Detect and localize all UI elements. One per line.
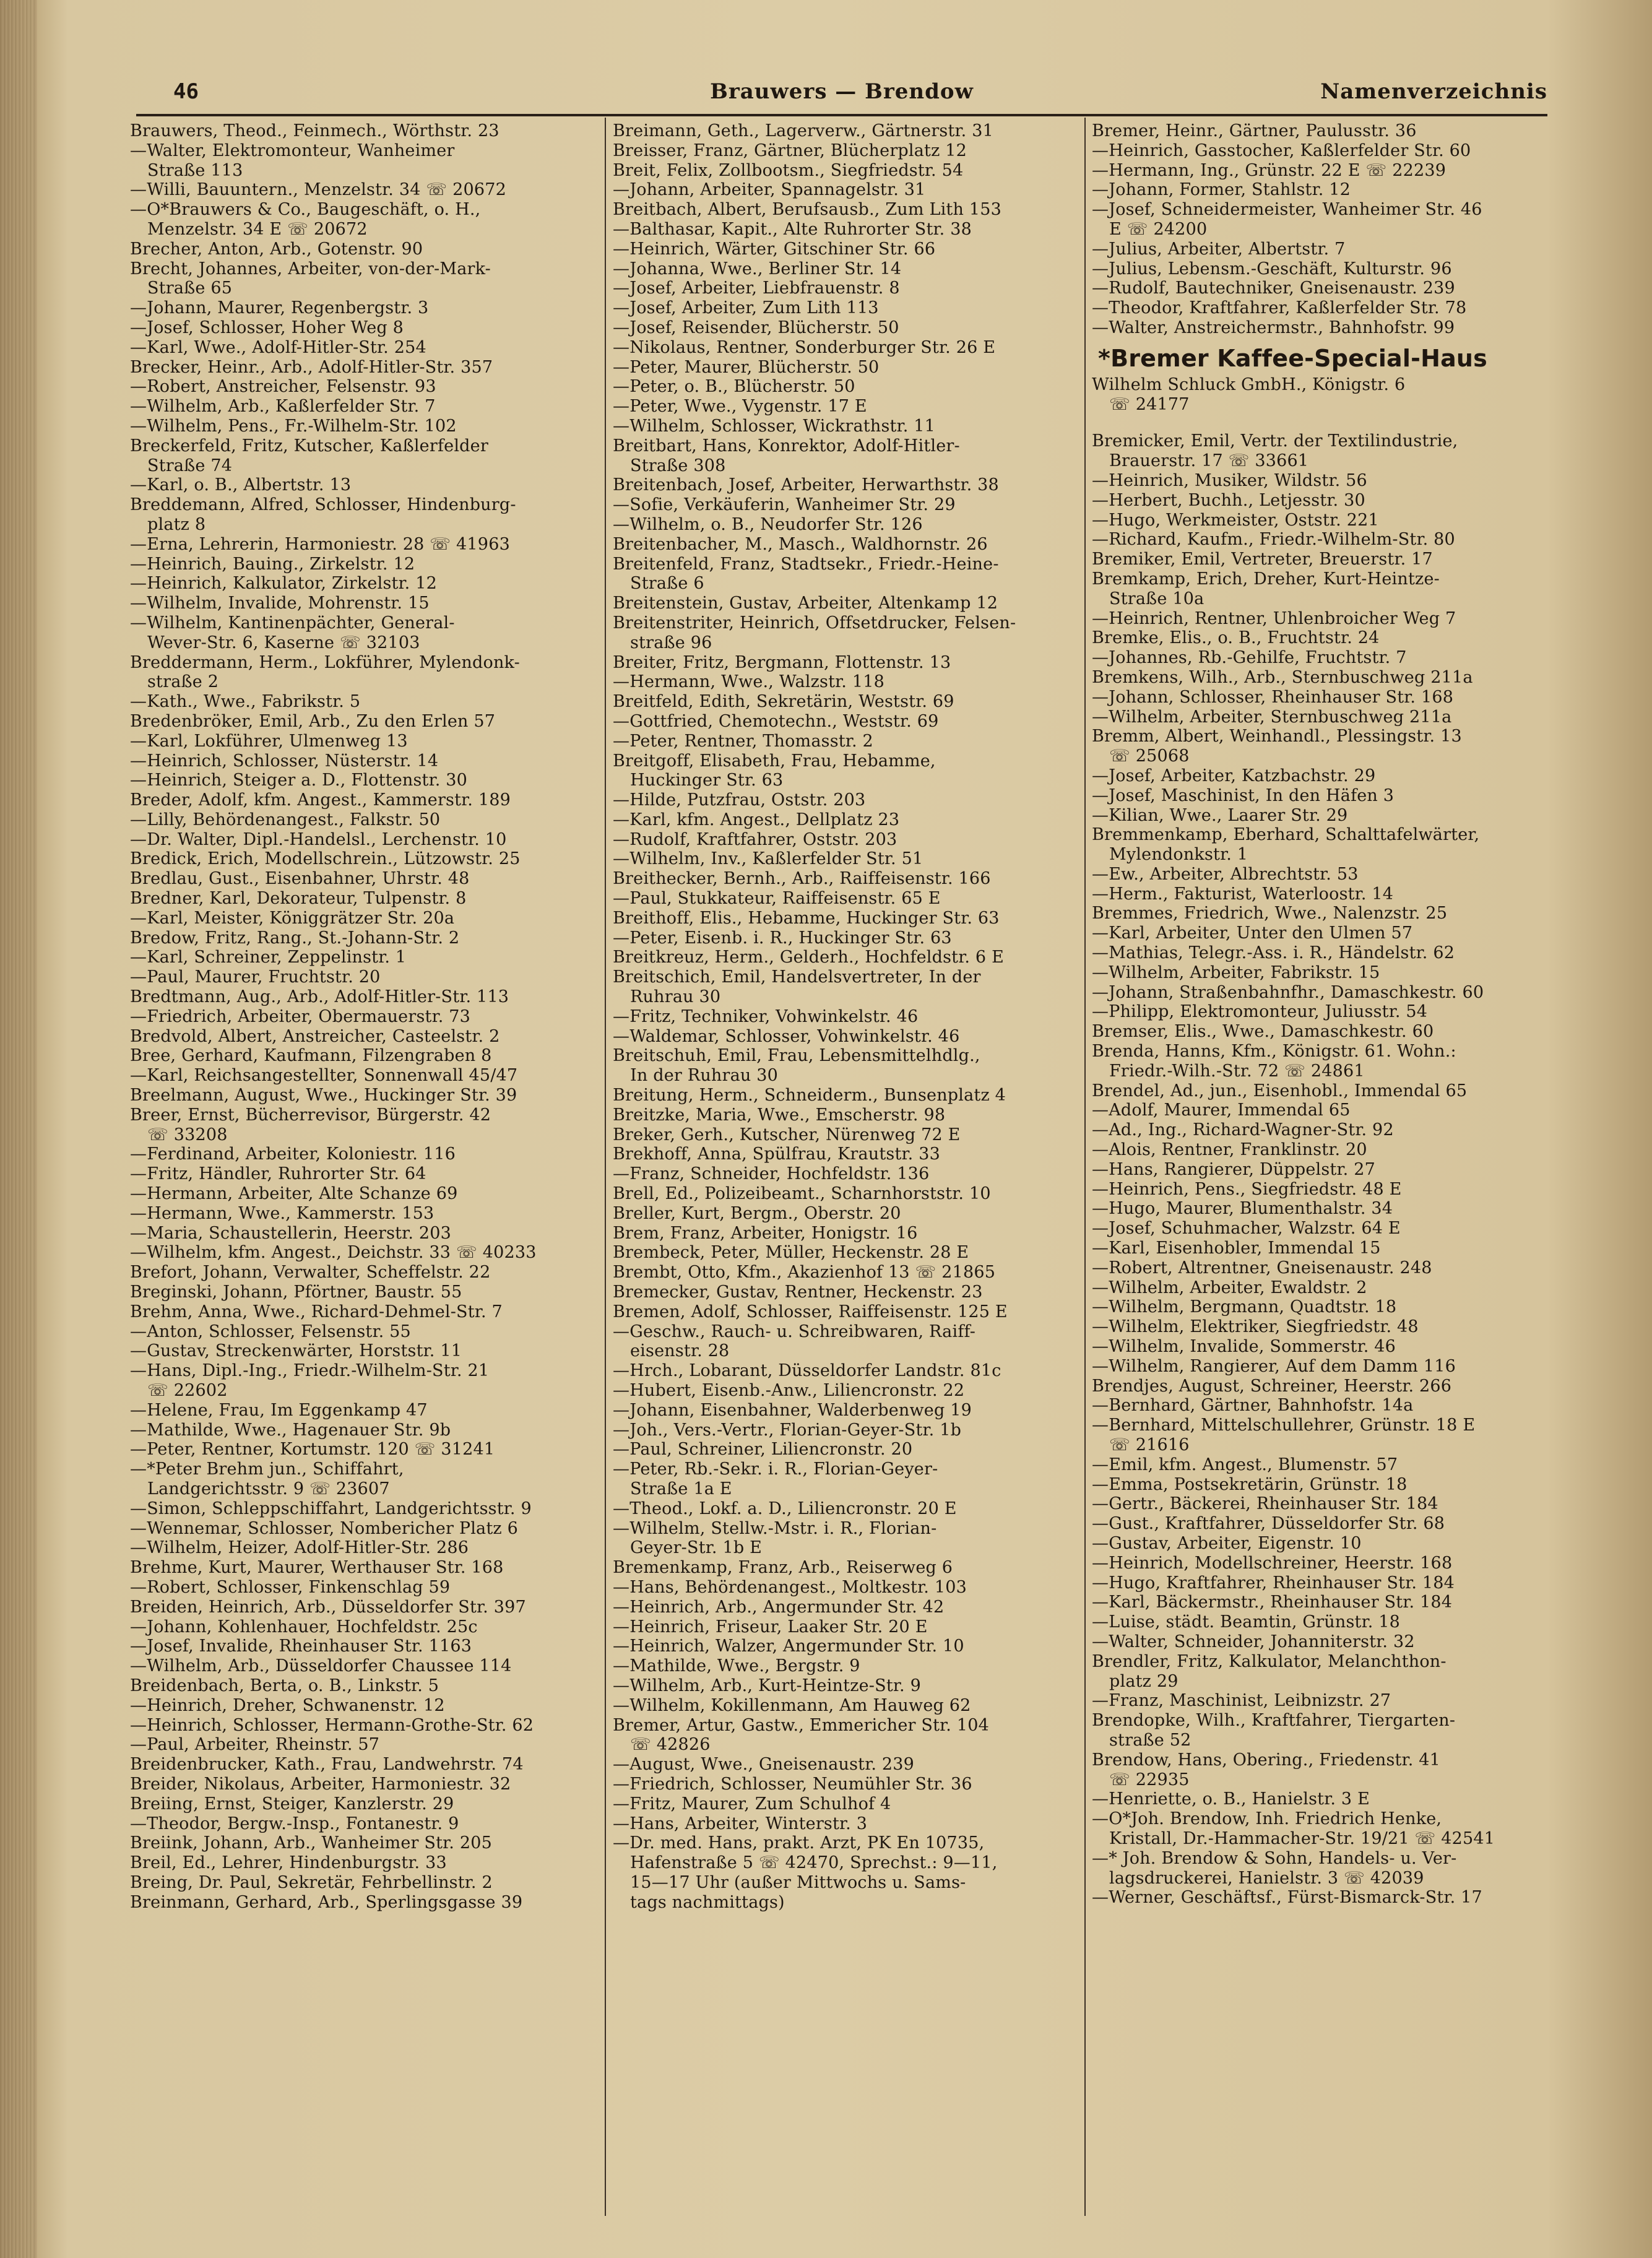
directory-entry-continuation: Straße 1a E — [630, 1479, 732, 1499]
directory-entry: —Kath., Wwe., Fabrikstr. 5 — [130, 692, 361, 712]
directory-entry: Breiter, Fritz, Bergmann, Flottenstr. 13 — [613, 652, 951, 672]
directory-entry: —Hans, Arbeiter, Winterstr. 3 — [613, 1814, 868, 1833]
directory-entry: Bremenkamp, Franz, Arb., Reiserweg 6 — [613, 1558, 953, 1578]
directory-entry: —* Joh. Brendow & Sohn, Handels- u. Ver- — [1092, 1848, 1457, 1868]
directory-entry: Breithoff, Elis., Hebamme, Huckinger Str. 63 — [613, 908, 1000, 928]
directory-entry: Bredlau, Gust., Eisenbahner, Uhrstr. 48 — [130, 869, 470, 889]
directory-entry: —Theodor, Kraftfahrer, Kaßlerfelder Str. 78 — [1092, 298, 1467, 318]
directory-entry: —Josef, Invalide, Rheinhauser Str. 1163 — [130, 1637, 472, 1656]
directory-entry: —Karl, Reichsangestellter, Sonnenwall 45/47 — [130, 1066, 518, 1086]
directory-entry: —Hugo, Maurer, Blumenthalstr. 34 — [1092, 1199, 1393, 1219]
directory-entry: Breitenbach, Josef, Arbeiter, Herwarthstr. 38 — [613, 475, 999, 495]
directory-entry: Breidenbach, Berta, o. B., Linkstr. 5 — [130, 1676, 439, 1695]
directory-entry: —Willi, Bauuntern., Menzelstr. 34 ☏ 20672 — [130, 180, 507, 200]
directory-entry: —Heinrich, Schlosser, Nüsterstr. 14 — [130, 751, 439, 771]
directory-entry-continuation: Huckinger Str. 63 — [630, 771, 784, 790]
directory-entry-continuation: Kristall, Dr.-Hammacher-Str. 19/21 ☏ 42541 — [1109, 1828, 1495, 1848]
directory-entry: —Wilhelm, Kantinenpächter, General- — [130, 613, 455, 633]
directory-entry: —Herbert, Buchh., Letjesstr. 30 — [1092, 490, 1365, 510]
directory-entry: —Wilhelm, Bergmann, Quadtstr. 18 — [1092, 1297, 1397, 1317]
directory-entry: —Peter, Rentner, Kortumstr. 120 ☏ 31241 — [130, 1440, 495, 1460]
directory-entry: —Wilhelm, Inv., Kaßlerfelder Str. 51 — [613, 849, 923, 869]
directory-entry: —Heinrich, Rentner, Uhlenbroicher Weg 7 — [1092, 608, 1456, 628]
directory-entry: Bredenbröker, Emil, Arb., Zu den Erlen 57 — [130, 711, 496, 731]
directory-entry: —August, Wwe., Gneisenaustr. 239 — [613, 1755, 915, 1775]
directory-entry: —Heinrich, Wärter, Gitschiner Str. 66 — [613, 239, 936, 259]
directory-entry: Brendler, Fritz, Kalkulator, Melanchthon- — [1092, 1651, 1447, 1671]
directory-entry: —Wilhelm, Arb., Kaßlerfelder Str. 7 — [130, 397, 436, 417]
directory-entry: —Walter, Anstreichermstr., Bahnhofstr. 99 — [1092, 318, 1455, 337]
directory-entry-continuation: Straße 113 — [147, 160, 243, 180]
directory-entry: —Josef, Arbeiter, Katzbachstr. 29 — [1092, 766, 1376, 785]
running-title: Brauwers — Brendow — [710, 79, 974, 104]
directory-entry: —Wilhelm, Rangierer, Auf dem Damm 116 — [1092, 1356, 1456, 1376]
directory-entry: —*Peter Brehm jun., Schiffahrt, — [130, 1460, 404, 1479]
directory-entry: —Wilhelm, Kokillenmann, Am Hauweg 62 — [613, 1695, 971, 1715]
directory-entry: —Wilhelm, Arbeiter, Sternbuschweg 211a — [1092, 707, 1452, 727]
directory-entry: Breker, Gerh., Kutscher, Nürenweg 72 E — [613, 1125, 961, 1144]
directory-entry-continuation: Straße 10a — [1109, 589, 1204, 608]
directory-entry: —Heinrich, Friseur, Laaker Str. 20 E — [613, 1617, 928, 1637]
directory-entry: —Alois, Rentner, Franklinstr. 20 — [1092, 1140, 1367, 1160]
directory-entry: Breitenstriter, Heinrich, Offsetdrucker, Felsen- — [613, 613, 1016, 633]
directory-entry: —Wilhelm, Elektriker, Siegfriedstr. 48 — [1092, 1317, 1419, 1337]
directory-entry: Bredner, Karl, Dekorateur, Tulpenstr. 8 — [130, 889, 467, 909]
directory-entry: Brecher, Anton, Arb., Gotenstr. 90 — [130, 239, 423, 259]
directory-entry: —Gottfried, Chemotechn., Weststr. 69 — [613, 711, 939, 731]
directory-entry: —Karl, Bäckermstr., Rheinhauser Str. 184 — [1092, 1593, 1453, 1612]
directory-entry: Bremm, Albert, Weinhandl., Plessingstr. 13 — [1092, 727, 1462, 746]
directory-entry: Breidenbrucker, Kath., Frau, Landwehrstr. 74 — [130, 1755, 524, 1775]
directory-entry: —Franz, Maschinist, Leibnizstr. 27 — [1092, 1691, 1391, 1711]
directory-entry: —Johann, Kohlenhauer, Hochfeldstr. 25c — [130, 1617, 478, 1637]
directory-entry: —Johann, Straßenbahnfhr., Damaschkestr. 60 — [1092, 982, 1484, 1002]
directory-entry: —Luise, städt. Beamtin, Grünstr. 18 — [1092, 1612, 1401, 1632]
directory-entry: Bremer, Artur, Gastw., Emmericher Str. 104 — [613, 1715, 989, 1735]
directory-entry-continuation: Hafenstraße 5 ☏ 42470, Sprechst.: 9—11, — [630, 1853, 998, 1873]
directory-entry: —Peter, o. B., Blücherstr. 50 — [613, 377, 855, 397]
directory-entry: —Bernhard, Mittelschullehrer, Grünstr. 18 E — [1092, 1416, 1476, 1435]
directory-entry: —Heinrich, Schlosser, Hermann-Grothe-Str. 62 — [130, 1715, 534, 1735]
directory-entry: —Wilhelm, Stellw.-Mstr. i. R., Florian- — [613, 1518, 937, 1538]
directory-entry: —Johannes, Rb.-Gehilfe, Fruchtstr. 7 — [1092, 648, 1407, 668]
directory-entry: —Walter, Elektromonteur, Wanheimer — [130, 141, 455, 160]
directory-entry: Breiing, Ernst, Steiger, Kanzlerstr. 29 — [130, 1794, 454, 1814]
directory-entry: —Werner, Geschäftsf., Fürst-Bismarck-Str. 17 — [1092, 1888, 1482, 1908]
directory-entry: —Henriette, o. B., Hanielstr. 3 E — [1092, 1789, 1370, 1809]
directory-entry: —Hubert, Eisenb.-Anw., Liliencronstr. 22 — [613, 1381, 965, 1400]
directory-entry: Breitzke, Maria, Wwe., Emscherstr. 98 — [613, 1105, 946, 1125]
directory-entry-continuation: tags nachmittags) — [630, 1892, 785, 1912]
directory-entry: —Friedrich, Schlosser, Neumühler Str. 36 — [613, 1774, 972, 1794]
directory-entry: Bremmes, Friedrich, Wwe., Nalenzstr. 25 — [1092, 904, 1448, 924]
directory-entry-continuation: In der Ruhrau 30 — [630, 1066, 779, 1086]
directory-entry: —Geschw., Rauch- u. Schreibwaren, Raiff- — [613, 1321, 976, 1341]
directory-entry: —Erna, Lehrerin, Harmoniestr. 28 ☏ 41963 — [130, 534, 510, 554]
directory-entry: —Peter, Rentner, Thomasstr. 2 — [613, 731, 873, 751]
directory-entry: —Helene, Frau, Im Eggenkamp 47 — [130, 1400, 428, 1420]
directory-entry: —Peter, Wwe., Vygenstr. 17 E — [613, 397, 867, 417]
directory-entry: Bremiker, Emil, Vertreter, Breuerstr. 17 — [1092, 550, 1433, 569]
directory-entry-continuation: straße 52 — [1109, 1730, 1191, 1750]
directory-column-3 — [1092, 121, 1551, 2226]
directory-entry: Breckerfeld, Fritz, Kutscher, Kaßlerfelder — [130, 436, 488, 456]
directory-entry: —Fritz, Maurer, Zum Schulhof 4 — [613, 1794, 891, 1814]
directory-entry: —Peter, Eisenb. i. R., Huckinger Str. 63 — [613, 928, 952, 948]
directory-entry: —O*Brauwers & Co., Baugeschäft, o. H., — [130, 200, 481, 220]
directory-entry: —Heinrich, Kalkulator, Zirkelstr. 12 — [130, 574, 438, 594]
directory-entry: —Karl, Schreiner, Zeppelinstr. 1 — [130, 948, 407, 967]
directory-entry-continuation: Mylendonkstr. 1 — [1109, 845, 1248, 865]
directory-column-1 — [130, 121, 589, 2226]
directory-entry: —Philipp, Elektromonteur, Juliusstr. 54 — [1092, 1002, 1428, 1022]
directory-entry: Breitung, Herm., Schneiderm., Bunsenplatz 4 — [613, 1086, 1006, 1105]
directory-entry: —Heinrich, Dreher, Schwanenstr. 12 — [130, 1695, 445, 1715]
directory-entry: —Wilhelm, Pens., Fr.-Wilhelm-Str. 102 — [130, 416, 457, 436]
directory-entry-continuation: Friedr.-Wilh.-Str. 72 ☏ 24861 — [1109, 1061, 1365, 1081]
directory-entry: —Wilhelm, Invalide, Mohrenstr. 15 — [130, 594, 430, 613]
directory-entry-continuation: eisenstr. 28 — [630, 1341, 730, 1361]
directory-entry: Breimann, Geth., Lagerverw., Gärtnerstr. 31 — [613, 121, 993, 141]
directory-entry: —Johann, Maurer, Regenbergstr. 3 — [130, 298, 429, 318]
directory-entry: —Heinrich, Bauing., Zirkelstr. 12 — [130, 554, 415, 574]
directory-entry: Brell, Ed., Polizeibeamt., Scharnhorststr. 10 — [613, 1184, 991, 1204]
directory-entry: —Wilhelm, Invalide, Sommerstr. 46 — [1092, 1337, 1396, 1357]
advertisement-heading: *Bremer Kaffee-Special-Haus — [1098, 344, 1488, 372]
directory-entry-continuation: straße 96 — [630, 633, 712, 652]
page-binding-edge — [0, 0, 37, 2258]
directory-entry: —Rudolf, Bautechniker, Gneisenaustr. 239 — [1092, 279, 1455, 298]
directory-entry-continuation: lagsdruckerei, Hanielstr. 3 ☏ 42039 — [1109, 1868, 1424, 1888]
directory-entry: Breiink, Johann, Arb., Wanheimer Str. 205 — [130, 1833, 493, 1853]
directory-entry: Brendow, Hans, Obering., Friedenstr. 41 — [1092, 1750, 1441, 1770]
directory-entry: —Ad., Ing., Richard-Wagner-Str. 92 — [1092, 1120, 1394, 1140]
directory-entry: Brendopke, Wilh., Kraftfahrer, Tiergarten- — [1092, 1711, 1456, 1731]
directory-entry-continuation: ☏ 21616 — [1109, 1435, 1190, 1455]
directory-entry: Brehm, Anna, Wwe., Richard-Dehmel-Str. 7 — [130, 1302, 503, 1321]
directory-entry: Breit, Felix, Zollbootsm., Siegfriedstr. 54 — [613, 160, 964, 180]
directory-entry: Brecht, Johannes, Arbeiter, von-der-Mark- — [130, 259, 491, 279]
directory-entry: —Karl, Lokführer, Ulmenweg 13 — [130, 731, 408, 751]
directory-entry: —Karl, kfm. Angest., Dellplatz 23 — [613, 810, 900, 829]
directory-entry: —Johanna, Wwe., Berliner Str. 14 — [613, 259, 902, 279]
directory-entry: —Gust., Kraftfahrer, Düsseldorfer Str. 68 — [1092, 1514, 1445, 1534]
directory-entry-continuation: E ☏ 24200 — [1109, 219, 1208, 239]
directory-entry: Bremmenkamp, Eberhard, Schalttafelwärter, — [1092, 825, 1480, 845]
directory-entry: Brekhoff, Anna, Spülfrau, Krautstr. 33 — [613, 1144, 940, 1164]
directory-entry: Breil, Ed., Lehrer, Hindenburgstr. 33 — [130, 1853, 447, 1873]
directory-entry: Bredick, Erich, Modellschrein., Lützowstr. 25 — [130, 849, 521, 869]
directory-entry-continuation: Straße 308 — [630, 456, 726, 475]
directory-entry: —Wilhelm, Arb., Kurt-Heintze-Str. 9 — [613, 1676, 921, 1695]
directory-entry: —Heinrich, Modellschreiner, Heerstr. 168 — [1092, 1553, 1453, 1573]
directory-entry: Breddermann, Herm., Lokführer, Mylendonk- — [130, 652, 520, 672]
directory-entry: Breider, Nikolaus, Arbeiter, Harmoniestr. 32 — [130, 1774, 511, 1794]
directory-entry: Brem, Franz, Arbeiter, Honigstr. 16 — [613, 1223, 918, 1243]
directory-entry-continuation: Wever-Str. 6, Kaserne ☏ 32103 — [147, 633, 420, 652]
directory-entry: —Fritz, Techniker, Vohwinkelstr. 46 — [613, 1006, 919, 1026]
directory-entry: —Bernhard, Gärtner, Bahnhofstr. 14a — [1092, 1396, 1414, 1416]
directory-entry: —Paul, Stukkateur, Raiffeisenstr. 65 E — [613, 889, 941, 909]
directory-entry: Bremser, Elis., Wwe., Damaschkestr. 60 — [1092, 1022, 1434, 1042]
directory-entry: Bremke, Elis., o. B., Fruchtstr. 24 — [1092, 628, 1380, 648]
directory-entry: —Josef, Arbeiter, Liebfrauenstr. 8 — [613, 279, 900, 298]
directory-entry: —Hans, Behördenangest., Moltkestr. 103 — [613, 1577, 967, 1597]
directory-entry: —Hermann, Wwe., Walzstr. 118 — [613, 672, 884, 692]
directory-entry: —Wilhelm, Arb., Düsseldorfer Chaussee 114 — [130, 1656, 512, 1676]
directory-entry-continuation: Straße 74 — [147, 456, 233, 475]
directory-entry-continuation: ☏ 33208 — [147, 1125, 228, 1144]
directory-entry: —Gustav, Arbeiter, Eigenstr. 10 — [1092, 1533, 1362, 1553]
column-divider — [1084, 118, 1086, 2216]
directory-entry: Brembt, Otto, Kfm., Akazienhof 13 ☏ 21865 — [613, 1263, 996, 1283]
directory-entry: Bremkamp, Erich, Dreher, Kurt-Heintze- — [1092, 569, 1440, 589]
directory-entry-continuation: Menzelstr. 34 E ☏ 20672 — [147, 219, 368, 239]
directory-entry: Bredtmann, Aug., Arb., Adolf-Hitler-Str. 113 — [130, 987, 509, 1007]
directory-entry: —Hermann, Ing., Grünstr. 22 E ☏ 22239 — [1092, 160, 1447, 180]
directory-entry: —Karl, o. B., Albertstr. 13 — [130, 475, 352, 495]
directory-entry-continuation: Brauerstr. 17 ☏ 33661 — [1109, 451, 1309, 471]
directory-entry: —Dr. med. Hans, prakt. Arzt, PK En 10735, — [613, 1833, 985, 1853]
directory-entry-continuation: Ruhrau 30 — [630, 987, 721, 1007]
directory-entry: —Walter, Schneider, Johanniterstr. 32 — [1092, 1632, 1415, 1651]
directory-entry: —Peter, Maurer, Blücherstr. 50 — [613, 357, 880, 377]
directory-entry: —Mathilde, Wwe., Hagenauer Str. 9b — [130, 1420, 451, 1440]
directory-entry: —Nikolaus, Rentner, Sonderburger Str. 26 E — [613, 337, 996, 357]
directory-entry-continuation: Geyer-Str. 1b E — [630, 1538, 763, 1558]
directory-entry: Bremicker, Emil, Vertr. der Textilindustrie, — [1092, 431, 1458, 451]
directory-entry: Brendjes, August, Schreiner, Heerstr. 266 — [1092, 1376, 1452, 1396]
directory-entry: —Hugo, Kraftfahrer, Rheinhauser Str. 184 — [1092, 1573, 1455, 1593]
page-number: 46 — [173, 79, 199, 104]
directory-entry: —Theod., Lokf. a. D., Liliencronstr. 20 E — [613, 1499, 957, 1518]
directory-entry: —Josef, Maschinist, In den Häfen 3 — [1092, 785, 1395, 805]
directory-entry: —Fritz, Händler, Ruhrorter Str. 64 — [130, 1164, 426, 1184]
directory-entry: —Peter, Rb.-Sekr. i. R., Florian-Geyer- — [613, 1460, 938, 1479]
directory-entry: —Emil, kfm. Angest., Blumenstr. 57 — [1092, 1455, 1398, 1474]
directory-entry: Breitgoff, Elisabeth, Frau, Hebamme, — [613, 751, 936, 771]
directory-entry-continuation: ☏ 42826 — [630, 1735, 711, 1755]
directory-entry: —Adolf, Maurer, Immendal 65 — [1092, 1101, 1351, 1120]
directory-entry: —Gertr., Bäckerei, Rheinhauser Str. 184 — [1092, 1494, 1438, 1514]
directory-entry: —Julius, Arbeiter, Albertstr. 7 — [1092, 239, 1346, 259]
directory-entry: Breitenfeld, Franz, Stadtsekr., Friedr.-Heine- — [613, 554, 999, 574]
directory-entry: —Robert, Anstreicher, Felsenstr. 93 — [130, 377, 436, 397]
directory-entry: —Simon, Schleppschiffahrt, Landgerichtsstr. 9 — [130, 1499, 532, 1518]
directory-entry: —Robert, Schlosser, Finkenschlag 59 — [130, 1577, 451, 1597]
directory-entry: Breitschuh, Emil, Frau, Lebensmittelhdlg., — [613, 1046, 980, 1066]
directory-entry: —Heinrich, Pens., Siegfriedstr. 48 E — [1092, 1179, 1402, 1199]
directory-entry: —Waldemar, Schlosser, Vohwinkelstr. 46 — [613, 1026, 960, 1046]
column-divider — [605, 118, 606, 2216]
directory-entry: —Josef, Schlosser, Hoher Weg 8 — [130, 318, 404, 337]
directory-entry: Bremkens, Wilh., Arb., Sternbuschweg 211a — [1092, 667, 1473, 687]
directory-entry: —Josef, Schneidermeister, Wanheimer Str. 46 — [1092, 200, 1482, 220]
directory-entry: Brauwers, Theod., Feinmech., Wörthstr. 23 — [130, 121, 499, 141]
directory-entry: Brehme, Kurt, Maurer, Werthauser Str. 168 — [130, 1558, 504, 1578]
directory-entry: Breithecker, Bernh., Arb., Raiffeisenstr. 166 — [613, 869, 991, 889]
directory-entry: —Mathilde, Wwe., Bergstr. 9 — [613, 1656, 860, 1676]
directory-entry: —Julius, Lebensm.-Geschäft, Kulturstr. 96 — [1092, 259, 1452, 279]
directory-entry: —Josef, Reisender, Blücherstr. 50 — [613, 318, 899, 337]
directory-entry: Breing, Dr. Paul, Sekretär, Fehrbellinstr. 2 — [130, 1872, 493, 1892]
directory-entry: Breddemann, Alfred, Schlosser, Hindenburg- — [130, 495, 516, 515]
directory-entry: —Kilian, Wwe., Laarer Str. 29 — [1092, 805, 1348, 825]
directory-entry: —Robert, Altrentner, Gneisenaustr. 248 — [1092, 1258, 1432, 1278]
directory-entry: —Heinrich, Musiker, Wildstr. 56 — [1092, 470, 1367, 490]
directory-entry: —Herm., Fakturist, Waterloostr. 14 — [1092, 884, 1394, 904]
directory-entry: —Mathias, Telegr.-Ass. i. R., Händelstr. 62 — [1092, 943, 1455, 963]
directory-entry: —Wilhelm, o. B., Neudorfer Str. 126 — [613, 514, 923, 534]
directory-entry: —Johann, Eisenbahner, Walderbenweg 19 — [613, 1400, 972, 1420]
directory-entry: —Balthasar, Kapit., Alte Ruhrorter Str. 38 — [613, 219, 972, 239]
directory-entry: —Anton, Schlosser, Felsenstr. 55 — [130, 1321, 411, 1341]
directory-entry: —Sofie, Verkäuferin, Wanheimer Str. 29 — [613, 495, 956, 515]
directory-entry: Breisser, Franz, Gärtner, Blücherplatz 12 — [613, 141, 967, 160]
directory-entry: Breiden, Heinrich, Arb., Düsseldorfer Str. 397 — [130, 1597, 526, 1617]
page-header — [136, 79, 1547, 115]
directory-entry: —Paul, Arbeiter, Rheinstr. 57 — [130, 1735, 380, 1755]
directory-entry: —Karl, Wwe., Adolf-Hitler-Str. 254 — [130, 337, 426, 357]
directory-entry: Breitenbacher, M., Masch., Waldhornstr. 26 — [613, 534, 988, 554]
directory-entry: —Hermann, Arbeiter, Alte Schanze 69 — [130, 1184, 458, 1204]
directory-entry: —Josef, Schuhmacher, Walzstr. 64 E — [1092, 1219, 1401, 1239]
directory-entry-continuation: 15—17 Uhr (außer Mittwochs u. Sams- — [630, 1872, 966, 1892]
directory-entry: —Hermann, Wwe., Kammerstr. 153 — [130, 1203, 435, 1223]
directory-entry: Brembeck, Peter, Müller, Heckenstr. 28 E — [613, 1243, 969, 1263]
directory-entry: —Gustav, Streckenwärter, Horststr. 11 — [130, 1341, 462, 1361]
directory-entry: Breinmann, Gerhard, Arb., Sperlingsgasse 39 — [130, 1892, 523, 1912]
directory-entry: Brenda, Hanns, Kfm., Königstr. 61. Wohn.: — [1092, 1042, 1456, 1062]
directory-entry-continuation: platz 8 — [147, 514, 206, 534]
directory-entry: —Johann, Former, Stahlstr. 12 — [1092, 180, 1351, 200]
directory-entry: Breitbach, Albert, Berufsausb., Zum Lith 153 — [613, 200, 1001, 220]
directory-entry: Wilhelm Schluck GmbH., Königstr. 6 — [1092, 374, 1406, 394]
directory-entry: —Wennemar, Schlosser, Nombericher Platz 6 — [130, 1518, 518, 1538]
directory-entry: Bremecker, Gustav, Rentner, Heckenstr. 23 — [613, 1283, 983, 1302]
directory-entry: Bremen, Adolf, Schlosser, Raiffeisenstr. 125 E — [613, 1302, 1008, 1321]
directory-entry: —Wilhelm, Arbeiter, Fabrikstr. 15 — [1092, 962, 1380, 982]
directory-entry: —Karl, Meister, Königgrätzer Str. 20a — [130, 908, 455, 928]
directory-entry: —Ferdinand, Arbeiter, Koloniestr. 116 — [130, 1144, 456, 1164]
directory-entry: —Hans, Dipl.-Ing., Friedr.-Wilhelm-Str. 21 — [130, 1361, 490, 1381]
directory-entry: —Paul, Maurer, Fruchtstr. 20 — [130, 967, 381, 987]
spacer — [1092, 414, 1551, 431]
directory-entry: —Hans, Rangierer, Düppelstr. 27 — [1092, 1159, 1375, 1179]
directory-entry: Breitschich, Emil, Handelsvertreter, In der — [613, 967, 981, 987]
directory-entry: Breitkreuz, Herm., Gelderh., Hochfeldstr. 6 E — [613, 948, 1004, 967]
directory-entry: —Hrch., Lobarant, Düsseldorfer Landstr. 81c — [613, 1361, 1001, 1381]
directory-entry: Brefort, Johann, Verwalter, Scheffelstr. 22 — [130, 1263, 491, 1283]
directory-entry: —Lilly, Behördenangest., Falkstr. 50 — [130, 810, 441, 829]
directory-entry-continuation: Straße 6 — [630, 574, 704, 594]
directory-entry: —Josef, Arbeiter, Zum Lith 113 — [613, 298, 879, 318]
directory-entry: —Hilde, Putzfrau, Oststr. 203 — [613, 790, 866, 810]
directory-entry: —Heinrich, Arb., Angermunder Str. 42 — [613, 1597, 945, 1617]
directory-entry-continuation: ☏ 22935 — [1109, 1770, 1190, 1789]
directory-entry: —Ew., Arbeiter, Albrechtstr. 53 — [1092, 864, 1359, 884]
header-rule — [136, 114, 1547, 116]
directory-entry-continuation: ☏ 22602 — [147, 1381, 228, 1400]
directory-entry: Brecker, Heinr., Arb., Adolf-Hitler-Str. 357 — [130, 357, 493, 377]
directory-entry: Bredow, Fritz, Rang., St.-Johann-Str. 2 — [130, 928, 460, 948]
section-title: Namenverzeichnis — [1320, 79, 1547, 104]
directory-entry: Breginski, Johann, Pförtner, Baustr. 55 — [130, 1283, 462, 1302]
directory-entry: Bredvold, Albert, Anstreicher, Casteelstr. 2 — [130, 1026, 500, 1046]
directory-entry: —Karl, Arbeiter, Unter den Ulmen 57 — [1092, 924, 1413, 943]
directory-entry: —Theodor, Bergw.-Insp., Fontanestr. 9 — [130, 1814, 459, 1833]
directory-entry: Breer, Ernst, Bücherrevisor, Bürgerstr. 42 — [130, 1105, 491, 1125]
directory-entry: —Hugo, Werkmeister, Oststr. 221 — [1092, 510, 1379, 530]
directory-entry: —O*Joh. Brendow, Inh. Friedrich Henke, — [1092, 1809, 1442, 1829]
directory-entry: Bree, Gerhard, Kaufmann, Filzengraben 8 — [130, 1046, 492, 1066]
directory-entry: —Richard, Kaufm., Friedr.-Wilhelm-Str. 80 — [1092, 530, 1455, 550]
directory-entry: —Johann, Schlosser, Rheinhauser Str. 168 — [1092, 687, 1454, 707]
directory-entry: —Wilhelm, Heizer, Adolf-Hitler-Str. 286 — [130, 1538, 469, 1558]
directory-entry: —Maria, Schaustellerin, Heerstr. 203 — [130, 1223, 452, 1243]
directory-entry: —Johann, Arbeiter, Spannagelstr. 31 — [613, 180, 926, 200]
directory-entry: Brendel, Ad., jun., Eisenhobl., Immendal 65 — [1092, 1081, 1468, 1101]
directory-entry-continuation: Landgerichtsstr. 9 ☏ 23607 — [147, 1479, 390, 1499]
directory-entry-continuation: ☏ 24177 — [1109, 394, 1190, 414]
directory-entry: —Heinrich, Steiger a. D., Flottenstr. 30 — [130, 771, 468, 790]
directory-entry: Bremer, Heinr., Gärtner, Paulusstr. 36 — [1092, 121, 1417, 141]
directory-entry: —Dr. Walter, Dipl.-Handelsl., Lerchenstr. 10 — [130, 829, 507, 849]
directory-entry: —Paul, Schreiner, Liliencronstr. 20 — [613, 1440, 913, 1460]
directory-entry: —Joh., Vers.-Vertr., Florian-Geyer-Str. 1b — [613, 1420, 962, 1440]
directory-entry: —Friedrich, Arbeiter, Obermauerstr. 73 — [130, 1006, 471, 1026]
directory-entry: —Rudolf, Kraftfahrer, Oststr. 203 — [613, 829, 897, 849]
directory-entry-continuation: ☏ 25068 — [1109, 746, 1190, 766]
directory-entry: —Franz, Schneider, Hochfeldstr. 136 — [613, 1164, 930, 1184]
directory-entry: Breitenstein, Gustav, Arbeiter, Altenkamp 12 — [613, 594, 998, 613]
directory-entry: Breitbart, Hans, Konrektor, Adolf-Hitler- — [613, 436, 960, 456]
directory-entry: —Wilhelm, Schlosser, Wickrathstr. 11 — [613, 416, 936, 436]
directory-entry: —Wilhelm, kfm. Angest., Deichstr. 33 ☏ 40233 — [130, 1243, 537, 1263]
directory-entry: —Karl, Eisenhobler, Immendal 15 — [1092, 1239, 1381, 1258]
directory-entry-continuation: straße 2 — [147, 672, 219, 692]
directory-entry: Breller, Kurt, Bergm., Oberstr. 20 — [613, 1203, 901, 1223]
directory-entry: Breitfeld, Edith, Sekretärin, Weststr. 69 — [613, 692, 954, 712]
directory-entry: Breder, Adolf, kfm. Angest., Kammerstr. 189 — [130, 790, 511, 810]
directory-column-2 — [613, 121, 1072, 2226]
directory-entry: Breelmann, August, Wwe., Huckinger Str. 39 — [130, 1086, 517, 1105]
directory-entry-continuation: Straße 65 — [147, 279, 233, 298]
directory-entry: —Wilhelm, Arbeiter, Ewaldstr. 2 — [1092, 1278, 1367, 1297]
directory-entry: —Heinrich, Walzer, Angermunder Str. 10 — [613, 1637, 964, 1656]
directory-entry: —Emma, Postsekretärin, Grünstr. 18 — [1092, 1474, 1408, 1494]
directory-entry-continuation: platz 29 — [1109, 1671, 1178, 1691]
directory-entry: —Heinrich, Gasstocher, Kaßlerfelder Str. 60 — [1092, 141, 1471, 160]
